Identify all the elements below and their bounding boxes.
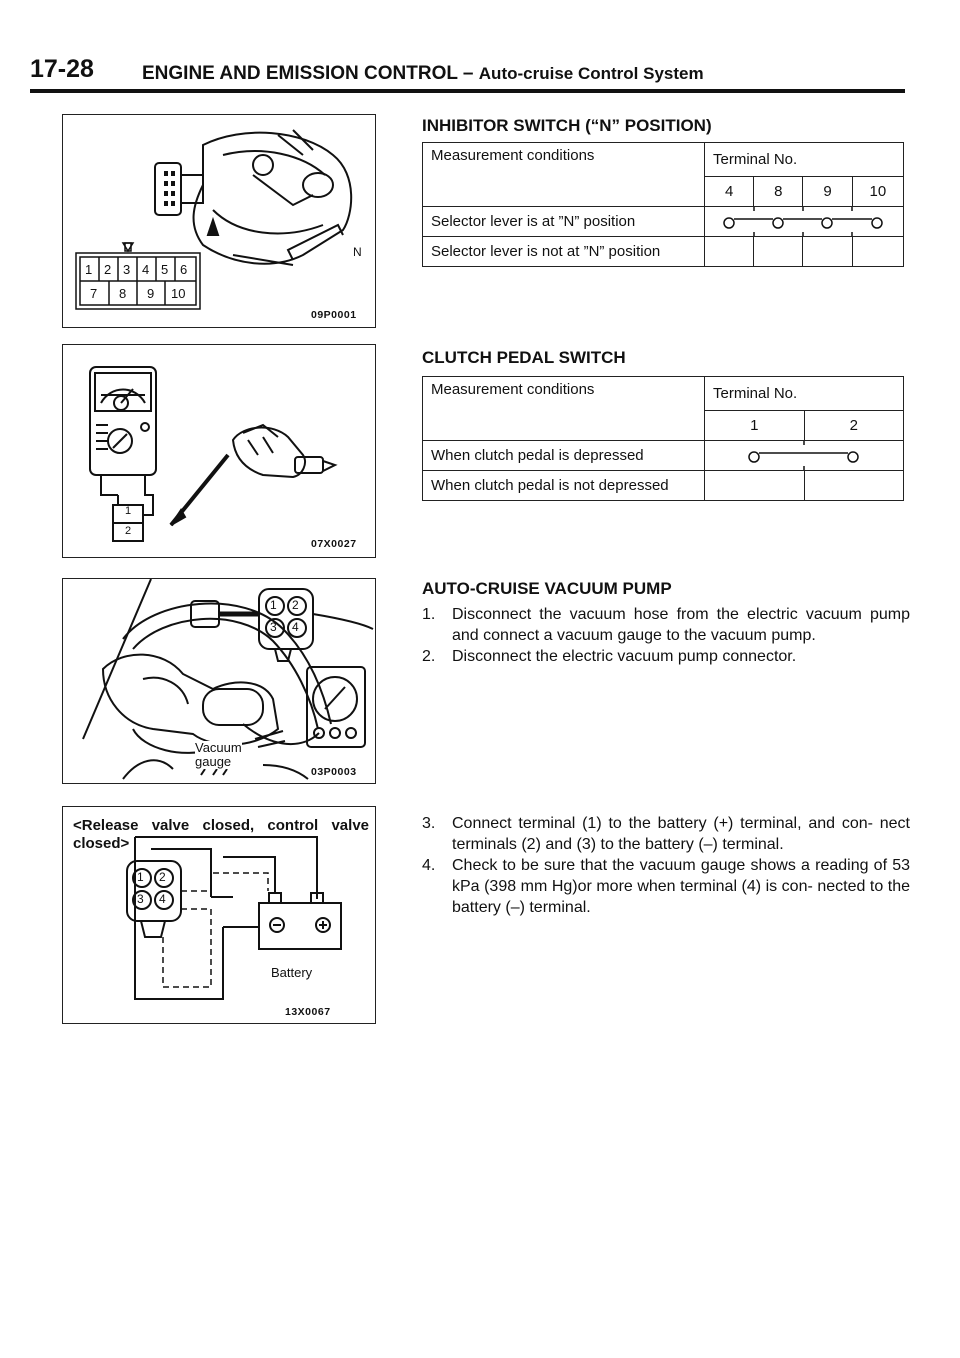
condition-cell: When clutch pedal is depressed	[423, 440, 705, 470]
pin-label: 5	[161, 262, 169, 277]
pin-label: 3	[123, 262, 131, 277]
step-number: 3.	[422, 815, 436, 832]
figure-code: 03P0003	[311, 766, 357, 778]
step-text: Check to be sure that the vacuum gauge shows a reading of 53 kPa (398 mm Hg)or more when terminal (4) is con- nected to the battery (–) terminal.	[452, 857, 910, 916]
terminal-number-row	[423, 410, 904, 440]
table-row	[423, 440, 904, 470]
page-number: 17-28	[30, 55, 94, 83]
terminal-number: 1	[705, 410, 805, 440]
step-number: 2.	[422, 648, 436, 665]
empty-cell	[705, 236, 754, 266]
procedure-steps-a	[422, 604, 910, 667]
empty-cell	[754, 236, 803, 266]
col-header-terminal: Terminal No.	[705, 377, 904, 411]
pin-label: 2	[104, 262, 112, 277]
step-number: 4.	[422, 857, 436, 874]
procedure-steps-b	[422, 813, 910, 918]
terminal-number-row	[423, 176, 904, 206]
figure-code: 09P0001	[311, 309, 357, 321]
inhibitor-switch-table	[422, 142, 904, 267]
pin-label: 10	[171, 286, 186, 301]
vacuum-label-line1: Vacuum	[195, 740, 242, 755]
empty-cell	[803, 236, 852, 266]
n-position-label: N	[353, 245, 362, 259]
figure-code: 13X0067	[285, 1006, 331, 1018]
title-dash: –	[462, 63, 474, 84]
pin-label: 9	[147, 286, 155, 301]
pin-label: 2	[125, 525, 132, 537]
figure-caption: <Release valve closed, control valve closed>	[73, 817, 369, 852]
figure-code: 07X0027	[311, 538, 357, 550]
figure-clutch-switch	[62, 344, 376, 558]
empty-cell	[852, 236, 903, 266]
terminal-number: 10	[852, 176, 903, 206]
condition-cell: When clutch pedal is not depressed	[423, 470, 705, 500]
empty-cell	[423, 176, 705, 206]
continuity-cell	[705, 206, 904, 236]
procedure-step	[422, 855, 910, 918]
terminal-number: 2	[804, 410, 904, 440]
step-text: Disconnect the vacuum hose from the electric vacuum pump and connect a vacuum gauge to the vacuum pump.	[452, 606, 910, 644]
clutch-switch-title: CLUTCH PEDAL SWITCH	[422, 348, 626, 367]
header-rule	[30, 89, 905, 93]
pin-label: 1	[137, 870, 144, 884]
pin-label: 1	[85, 262, 93, 277]
pin-label: 1	[270, 598, 277, 612]
step-number: 1.	[422, 606, 436, 623]
col-header-conditions: Measurement conditions	[423, 143, 705, 177]
figure-inhibitor-switch	[62, 114, 376, 328]
section-name: ENGINE AND EMISSION CONTROL	[142, 63, 458, 84]
inhibitor-switch-illustration	[63, 115, 375, 327]
pin-label: 4	[292, 620, 299, 634]
step-text: Disconnect the electric vacuum pump connector.	[452, 648, 797, 665]
condition-cell: Selector lever is at ”N” position	[423, 206, 705, 236]
vacuum-gauge-label	[195, 741, 242, 769]
pin-label: 4	[142, 262, 150, 277]
table-row	[423, 470, 904, 500]
empty-cell	[804, 470, 904, 500]
battery-wiring-diagram	[63, 807, 375, 1023]
pin-label: 4	[159, 892, 166, 906]
continuity-cell	[705, 440, 904, 470]
inhibitor-switch-title: INHIBITOR SWITCH (“N” POSITION)	[422, 116, 712, 135]
continuity-symbol	[705, 207, 903, 236]
col-header-terminal: Terminal No.	[705, 143, 904, 177]
pin-label: 7	[90, 286, 98, 301]
condition-cell: Selector lever is not at ”N” position	[423, 236, 705, 266]
continuity-symbol	[705, 441, 903, 470]
empty-cell	[705, 470, 805, 500]
pin-label: 3	[270, 620, 277, 634]
section-title	[142, 63, 704, 85]
figure-battery-connection	[62, 806, 376, 1024]
battery-label: Battery	[271, 965, 313, 980]
procedure-step	[422, 813, 910, 855]
procedure-step	[422, 604, 910, 646]
pin-label: 1	[125, 505, 132, 517]
empty-cell	[423, 410, 705, 440]
vacuum-label-line2: gauge	[195, 754, 232, 769]
procedure-step	[422, 646, 910, 667]
table-header-row	[423, 143, 904, 177]
pin-label: 8	[119, 286, 127, 301]
pin-label: 2	[292, 598, 299, 612]
table-header-row	[423, 377, 904, 411]
terminal-number: 4	[705, 176, 754, 206]
terminal-number: 8	[754, 176, 803, 206]
col-header-conditions: Measurement conditions	[423, 377, 705, 411]
subsection-name: Auto-cruise Control System	[478, 64, 704, 83]
figure-vacuum-pump	[62, 578, 376, 784]
pin-label: 2	[159, 870, 166, 884]
pin-label: 3	[137, 892, 144, 906]
terminal-number: 9	[803, 176, 852, 206]
clutch-switch-table	[422, 376, 904, 501]
vacuum-pump-title: AUTO-CRUISE VACUUM PUMP	[422, 579, 672, 598]
ohmmeter-illustration	[63, 345, 375, 557]
pin-label: 6	[180, 262, 188, 277]
table-row	[423, 236, 904, 266]
table-row	[423, 206, 904, 236]
step-text: Connect terminal (1) to the battery (+) terminal, and con- nect terminals (2) and (3) to the battery (–) terminal.	[452, 815, 910, 853]
